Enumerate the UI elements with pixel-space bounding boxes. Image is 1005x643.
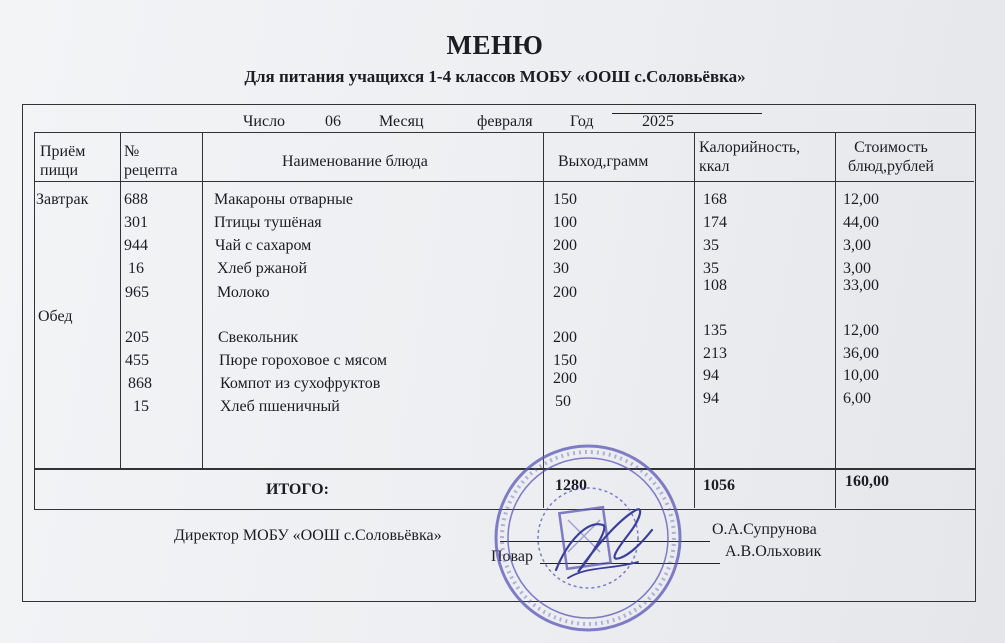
yield-value: 30 <box>553 260 569 277</box>
dish-name: Хлеб пшеничный <box>220 398 340 415</box>
col-divider <box>120 132 121 468</box>
cost-value: 12,00 <box>843 191 879 208</box>
kcal-value: 35 <box>703 260 719 277</box>
month-value: февраля <box>477 113 533 130</box>
yield-value: 200 <box>553 370 577 387</box>
col-divider <box>543 132 544 468</box>
cost-value: 3,00 <box>843 237 871 254</box>
recipe-number: 455 <box>125 352 149 369</box>
col-divider <box>835 468 836 508</box>
yield-value: 200 <box>553 284 577 301</box>
yield-value: 150 <box>553 352 577 369</box>
header-recipe <box>124 142 178 180</box>
director-title: Директор МОБУ «ООШ с.Соловьёвка» <box>174 527 442 544</box>
year-label: Год <box>570 113 594 130</box>
header-meal-line2: пищи <box>40 162 79 179</box>
yield-value: 200 <box>553 329 577 346</box>
header-kcal <box>699 138 800 176</box>
yield-value: 50 <box>555 393 571 410</box>
recipe-number: 205 <box>125 329 149 346</box>
kcal-value: 35 <box>703 237 719 254</box>
cook-title: Повар <box>491 548 533 565</box>
cook-name: А.В.Ольховик <box>725 543 822 560</box>
cost-value: 3,00 <box>843 260 871 277</box>
recipe-number: 15 <box>133 398 149 415</box>
director-name: О.А.Супрунова <box>712 521 817 538</box>
kcal-value: 168 <box>703 191 727 208</box>
kcal-value: 94 <box>703 390 719 407</box>
year-value: 2025 <box>642 113 674 130</box>
kcal-value: 108 <box>703 277 727 294</box>
col-divider <box>202 132 203 468</box>
menu-subtitle: Для питания учащихся 1-4 классов МОБУ «ООШ с.Соловьёвка» <box>244 67 746 86</box>
header-recipe-line2: рецепта <box>124 162 178 179</box>
header-yield: Выход,грамм <box>558 153 649 170</box>
recipe-number: 301 <box>124 214 148 231</box>
menu-table <box>34 132 975 470</box>
cost-value: 10,00 <box>843 367 879 384</box>
recipe-number: 688 <box>124 191 148 208</box>
col-divider <box>694 468 695 508</box>
header-meal-line1: Приём <box>40 143 86 160</box>
kcal-value: 213 <box>703 345 727 362</box>
yield-value: 200 <box>553 237 577 254</box>
month-label: Месяц <box>379 113 424 130</box>
recipe-number: 16 <box>128 260 144 277</box>
dish-name: Хлеб ржаной <box>217 260 308 277</box>
total-cost: 160,00 <box>845 473 889 490</box>
day-label: Число <box>243 113 286 130</box>
meal-lunch: Обед <box>38 308 73 325</box>
cost-value: 33,00 <box>843 277 879 294</box>
kcal-value: 174 <box>703 214 727 231</box>
kcal-value: 94 <box>703 367 719 384</box>
day-value: 06 <box>325 113 341 130</box>
meal-breakfast: Завтрак <box>36 191 89 208</box>
dish-name: Чай с сахаром <box>215 237 312 254</box>
yield-value: 100 <box>553 214 577 231</box>
total-yield: 1280 <box>555 477 587 494</box>
header-dish: Наименование блюда <box>282 153 428 170</box>
header-cost-line1: Стоимость <box>854 139 928 156</box>
cost-value: 6,00 <box>843 390 871 407</box>
dish-name: Птицы тушёная <box>214 214 322 231</box>
total-kcal: 1056 <box>703 477 735 494</box>
total-label: ИТОГО: <box>266 481 329 498</box>
cost-value: 12,00 <box>843 322 879 339</box>
recipe-number: 868 <box>128 375 152 392</box>
header-meal <box>40 142 85 180</box>
cost-value: 36,00 <box>843 345 879 362</box>
header-cost <box>848 138 934 176</box>
dish-name: Пюре гороховое с мясом <box>219 352 388 369</box>
recipe-number: 944 <box>124 237 148 254</box>
header-divider <box>34 181 974 182</box>
cost-value: 44,00 <box>843 214 879 231</box>
header-cost-line2: блюд,рублей <box>848 158 934 175</box>
header-kcal-line1: Калорийность, <box>699 139 801 156</box>
header-kcal-line2: ккал <box>699 158 730 175</box>
kcal-value: 135 <box>703 322 727 339</box>
recipe-number: 965 <box>125 284 149 301</box>
dish-name: Компот из сухофруктов <box>220 375 381 392</box>
header-recipe-line1: № <box>124 143 140 160</box>
col-divider <box>694 132 695 468</box>
menu-title: МЕНЮ <box>446 30 544 60</box>
dish-name: Свекольник <box>218 329 299 346</box>
dish-name: Макароны отварные <box>214 191 353 208</box>
col-divider <box>835 132 836 468</box>
dish-name: Молоко <box>217 284 270 301</box>
cook-signature <box>548 500 658 590</box>
yield-value: 150 <box>553 191 577 208</box>
